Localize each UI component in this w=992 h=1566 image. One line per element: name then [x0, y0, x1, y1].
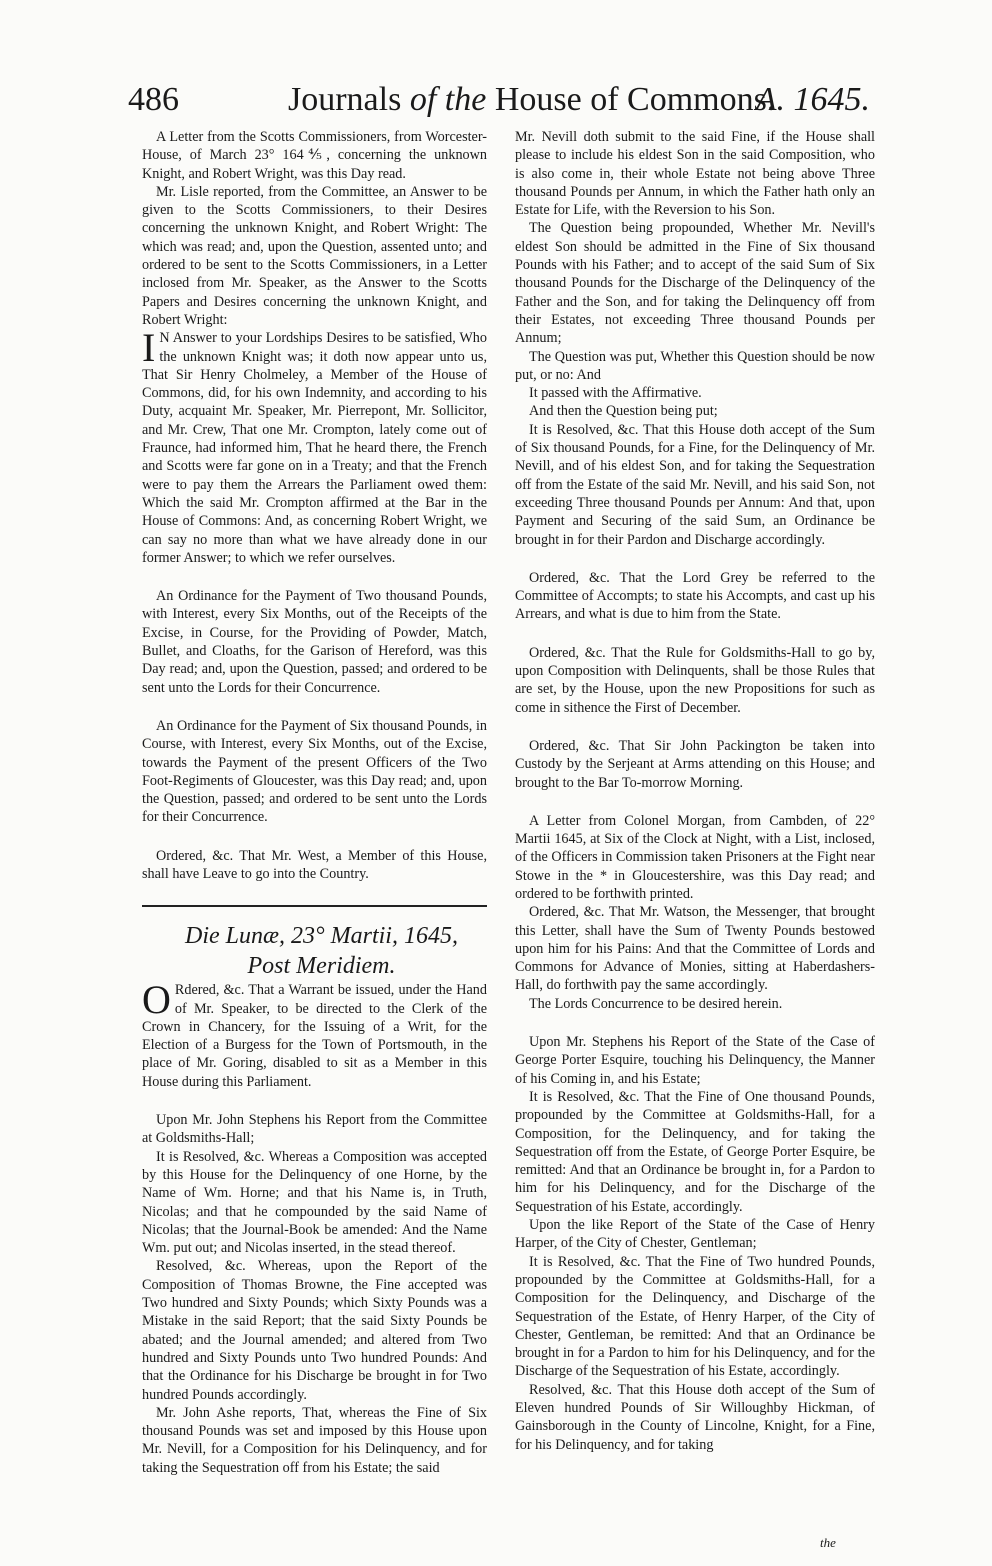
paragraph: Ordered, &c. That Mr. Watson, the Messenger, that brought this Letter, shall have the Sum of Twenty Pounds bestowed upon him for his Pains: And that the Committee of Lords and Commons for Advance of Monies, sitting at Haberdashers-Hall, do forthwith pay the same accordingly.	[515, 904, 875, 994]
paragraph: The Question being propounded, Whether Mr. Nevill's eldest Son should be admitted in the Fine of Six thousand Pounds with his Father; and to accept of the said Sum of Six thousand Pounds for the Discharge of the Delinquency of the Father and the Son, and for taking the Delinquency off from their Estates, not exceeding Three thousand Pounds per Annum;	[515, 220, 875, 347]
paragraph: A Letter from Colonel Morgan, from Cambden, of 22° Martii 1645, at Six of the Clock at Night, with a List, inclosed, of the Officers in Commission taken Prisoners at the Fight near Stowe in the * in Gloucestershire, was this Day read; and ordered to be forthwith printed.	[515, 812, 875, 902]
paragraph: Mr. John Ashe reports, That, whereas the Fine of Six thousand Pounds was set and imposed by this House upon Mr. Nevill, for a Composition for his Delinquency, and for taking the Sequestration off from his Estate; the said	[142, 1404, 487, 1476]
paragraph: Ordered, &c. That the Rule for Goldsmiths-Hall to go by, upon Composition with Delinquents, shall be those Rules that are set, by the House, upon the new Propositions for such as come in sithence the First of December.	[515, 644, 875, 716]
paragraph: Upon Mr. Stephens his Report of the State of the Case of George Porter Esquire, touching his Delinquency, the Manner of his Coming in, and his Estate;	[515, 1034, 875, 1087]
right-column	[515, 128, 875, 1454]
paragraph: It is Resolved, &c. That the Fine of One thousand Pounds, propounded by the Committee at Goldsmiths-Hall, for a Composition, for the Delinquency, and for taking the Sequestration off from the Estate, of George Porter Esquire, be remitted: And that an Ordinance be brought in, for a Pardon to him for his Delinquency, and for the Discharge of the Sequestration of his Estate, accordingly.	[515, 1088, 875, 1215]
title-of-the: of the	[409, 81, 487, 118]
journal-title	[288, 80, 775, 120]
drop-cap: O	[142, 977, 171, 1023]
paragraph: Resolved, &c. Whereas, upon the Report of the Composition of Thomas Browne, the Fine accepted was Two hundred and Sixty Pounds; which Sixty Pounds was a Mistake in the said Report; that the said Sixty Pounds be abated; and the Journal amended; and altered from Two hundred and Sixty Pounds unto Two hundred Pounds: And that the Ordinance for his Discharge be brought in for Two hundred Pounds accordingly.	[142, 1258, 487, 1403]
paragraph: Ordered, &c. That Mr. West, a Member of this House, shall have Leave to go into the Country.	[142, 847, 487, 882]
paragraph: Ordered, &c. That Sir John Packington be taken into Custody by the Serjeant at Arms attending on this House; and brought to the Bar To-morrow Morning.	[515, 737, 875, 791]
left-column	[142, 128, 487, 1477]
catchword: the	[820, 1535, 836, 1550]
answer-text: N Answer to your Lordships Desires to be satisfied, Who the unknown Knight was; it doth now appear unto us, That Sir Henry Cholmeley, a Member of the House of Commons, did, for his own Indemnity, and according to his Duty, acquaint Mr. Speaker, Mr. Pierrepont, Mr. Sollicitor, and Mr. Crew, That one Mr. Crompton, lately come out of Fraunce, had informed him, That he heard there, the French and Scotts were far gone on in a Treaty; and that the French were to pay them the Arrears the Parliament owed them: Which the said Mr. Crompton affirmed at the Bar in the House of Commons: And, as concerning Robert Wright, we can say no more than what we have already done in our former Answer; to which we refer ourselves.	[142, 330, 487, 566]
paragraph: Mr. Nevill doth submit to the said Fine, if the House shall please to include his eldest Son in the said Composition, who is also come in, their whole Estate not being above Three thousand Pounds per Annum, in which the Father hath only an Estate for Life, with the Reversion to his Son.	[515, 129, 875, 219]
drop-cap: I	[142, 325, 156, 371]
title-journals: Journals	[288, 81, 410, 118]
paragraph-answer	[142, 325, 487, 567]
paragraph-ordered	[142, 977, 487, 1091]
session-heading: Die Lunæ, 23° Martii, 1645,	[185, 923, 458, 950]
page-number: 486	[128, 81, 179, 118]
paragraph: Upon Mr. John Stephens his Report from the Committee at Goldsmiths-Hall;	[142, 1112, 487, 1147]
paragraph: The Lords Concurrence to be desired herein.	[529, 995, 783, 1012]
paragraph: It is Resolved, &c. That the Fine of Two hundred Pounds, propounded by the Committee at Goldsmiths-Hall, for a Composition for the Delinquency, and Discharge of the Sequestration of the Estate, of Henry Harper, of the City of Chester, Gentleman, be remitted: And that an Ordinance be brought in for a Pardon to him for his Delinquency, and for the Discharge of the Sequestration of his Estate, accordingly.	[515, 1253, 875, 1380]
session-subheading: Post Meridiem.	[247, 953, 396, 980]
paragraph: It is Resolved, &c. That this House doth accept of the Sum of Six thousand Pounds, for a Fine, for the Delinquency of Mr. Nevill, and of his eldest Son, and for taking the Sequestration off from the Estate of the said Mr. Nevill, and his said Son, not exceeding Three thousand Pounds per Annum: And that, upon Payment and Securing of the said Sum, an Ordinance be brought in for their Pardon and Discharge accordingly.	[515, 421, 875, 548]
paragraph: And then the Question being put;	[529, 403, 718, 420]
ordered-text: Rdered, &c. That a Warrant be issued, under the Hand of Mr. Speaker, to be directed to the Clerk of the Crown in Chancery, for the Issuing of a Writ, for the Election of a Burgess for the Town of Portsmouth, in the place of Mr. Goring, disabled to sit as a Member in this House during this Parliament.	[142, 982, 487, 1090]
paragraph: It is Resolved, &c. Whereas a Composition was accepted by this House for the Delinquency of one Horne, by the Name of Wm. Horne; and that his Name is, in Truth, Nicolas; and that he compounded by the said Name of Nicolas; that the Journal-Book be amended: And the Name Wm. put out; and Nicolas inserted, in the stead thereof.	[142, 1148, 487, 1257]
title-house-of-commons: House of Commons.	[486, 81, 776, 118]
paragraph: It passed with the Affirmative.	[529, 385, 702, 402]
paragraph: Ordered, &c. That the Lord Grey be referred to the Committee of Accompts; to state his Accompts, and cast up his Arrears, and what is due to him from the State.	[515, 569, 875, 623]
header-year: A. 1645.	[755, 81, 870, 118]
paragraph: An Ordinance for the Payment of Six thousand Pounds, in Course, with Interest, every Six Months, out of the Excise, towards the Payment of the present Officers of the Two Foot-Regiments of Gloucester, was this Day read; and, upon the Question, passed; and ordered to be sent unto the Lords for their Concurrence.	[142, 717, 487, 826]
paragraph: An Ordinance for the Payment of Two thousand Pounds, with Interest, every Six Months, out of the Receipts of the Excise, in Course, for the Providing of Powder, Match, Bullet, and Cloaths, for the Garison of Hereford, was this Day read; and, upon the Question, passed; and ordered to be sent unto the Lords for their Concurrence.	[142, 588, 487, 696]
paragraph: Resolved, &c. That this House doth accept of the Sum of Eleven hundred Pounds of Sir Willoughby Hickman, of Gainsborough in the County of Lincolne, Knight, for a Fine, for his Delinquency, and for taking	[515, 1381, 875, 1453]
paragraph: Mr. Lisle reported, from the Committee, an Answer to be given to the Scotts Commissioners, to their Desires concerning the unknown Knight, and Robert Wright: The which was read; and, upon the Question, assented unto; and ordered to be sent to the Scotts Commissioners, in a Letter inclosed from Mr. Speaker, as the Answer to the Scotts Papers and Desires concerning the unknown Knight, and Robert Wright:	[142, 183, 487, 328]
paragraph: A Letter from the Scotts Commissioners, from Worcester-House, of March 23° 164⅘, concerning the unknown Knight, and Robert Wright, was this Day read.	[142, 129, 487, 182]
section-divider	[142, 905, 487, 907]
paragraph: Upon the like Report of the State of the Case of Henry Harper, of the City of Chester, Gentleman;	[515, 1217, 875, 1252]
paragraph: The Question was put, Whether this Question should be now put, or no: And	[515, 348, 875, 383]
running-header	[118, 80, 870, 124]
